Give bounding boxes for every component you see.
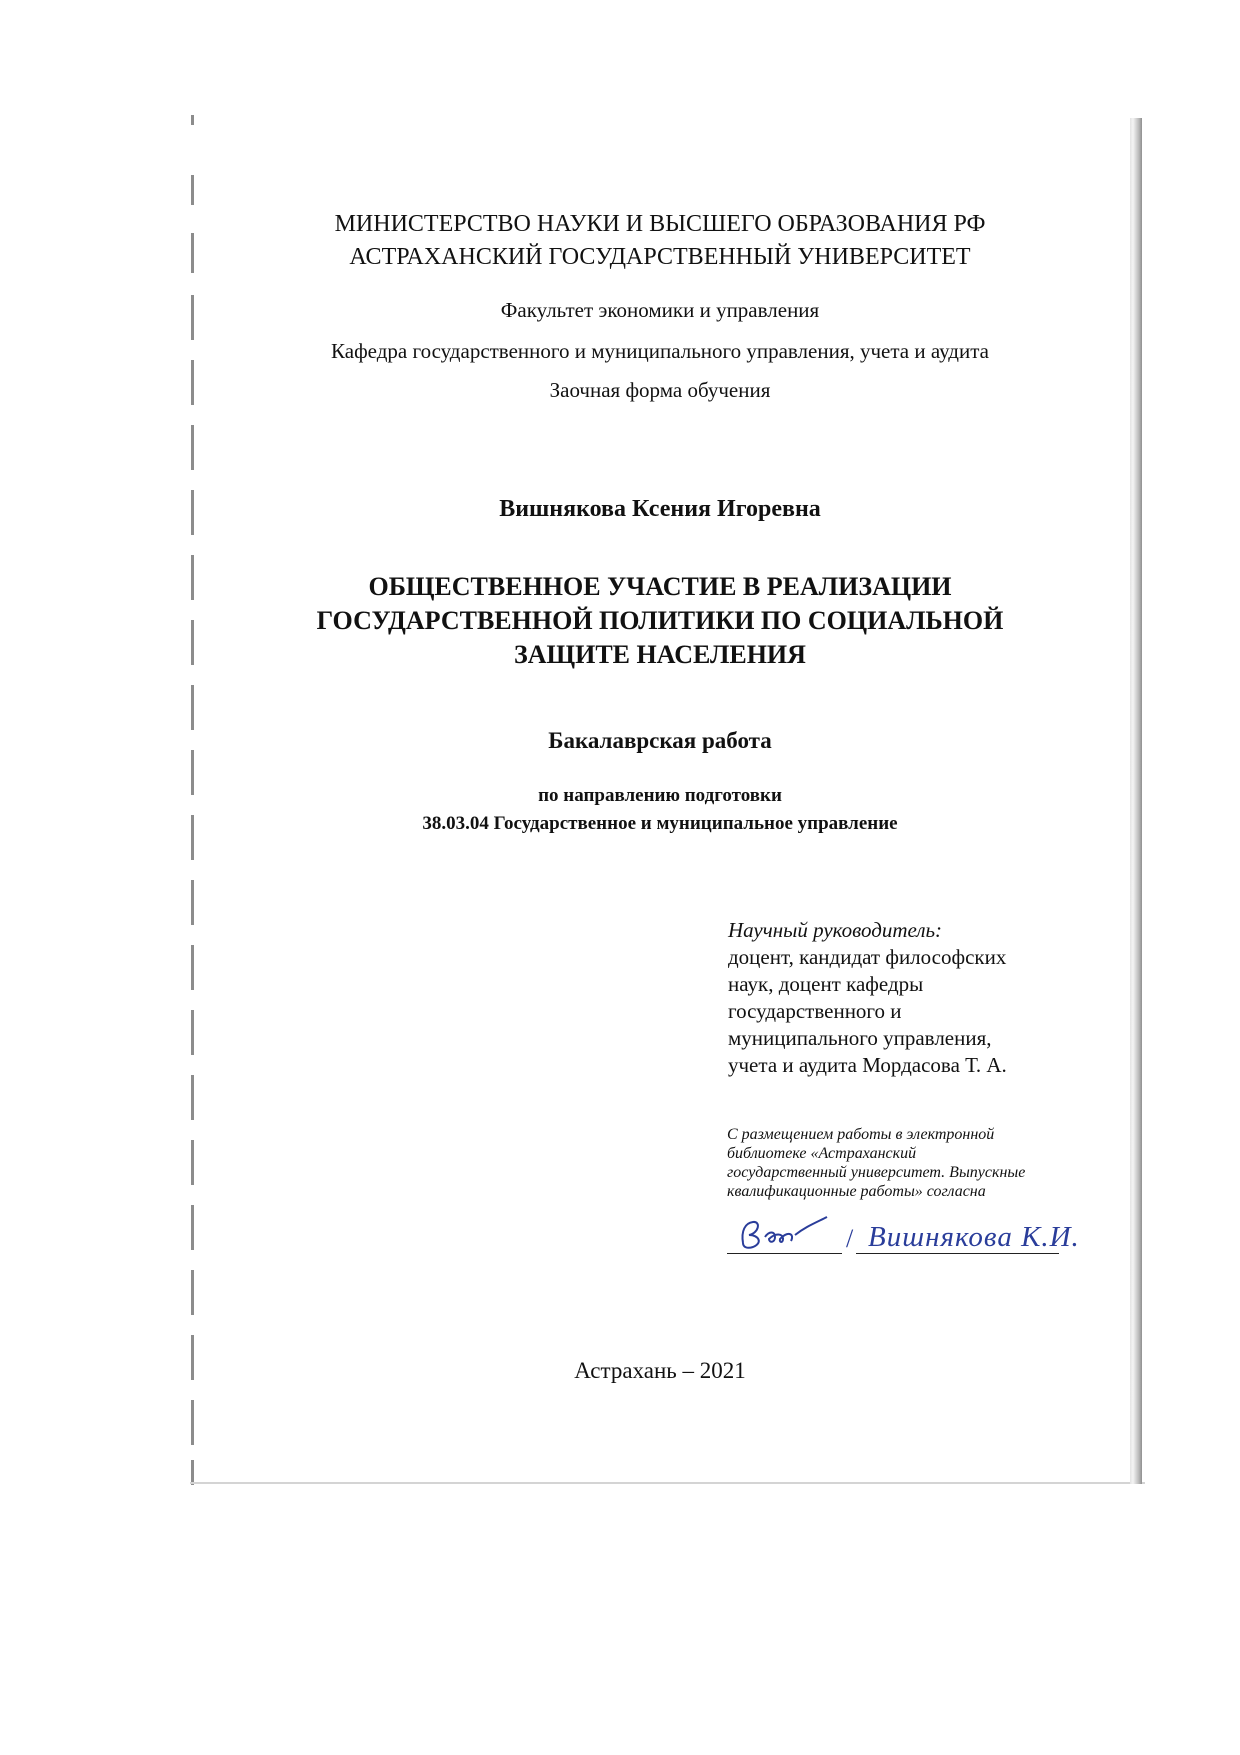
binding-hole bbox=[191, 1270, 194, 1315]
supervisor-line: государственного и bbox=[728, 999, 902, 1023]
publication-consent bbox=[727, 1125, 1025, 1201]
binding-hole bbox=[191, 685, 194, 730]
consent-line: квалификационные работы» согласна bbox=[727, 1183, 986, 1200]
supervisor-line: муниципального управления, bbox=[728, 1026, 992, 1050]
binding-hole bbox=[191, 1400, 194, 1445]
city-year: Астрахань – 2021 bbox=[574, 1358, 746, 1383]
binding-hole bbox=[191, 1140, 194, 1185]
page-right-shadow bbox=[1130, 118, 1142, 1484]
binding-hole bbox=[191, 175, 194, 205]
page-bottom-edge bbox=[190, 1482, 1145, 1484]
binding-hole bbox=[191, 1205, 194, 1250]
department-name: Кафедра государственного и муниципального управления, учета и аудита bbox=[331, 339, 989, 363]
binding-hole bbox=[191, 880, 194, 925]
supervisor-line: доцент, кандидат философских bbox=[728, 945, 1007, 969]
binding-hole bbox=[191, 1010, 194, 1055]
consent-line: библиотеке «Астраханский bbox=[727, 1145, 917, 1162]
binding-hole bbox=[191, 425, 194, 470]
signature-name: Вишнякова К.И. bbox=[868, 1221, 1080, 1253]
binding-hole bbox=[191, 1075, 194, 1120]
consent-line: С размещением работы в электронной bbox=[727, 1126, 995, 1143]
thesis-title-line: ОБЩЕСТВЕННОЕ УЧАСТИЕ В РЕАЛИЗАЦИИ bbox=[368, 572, 952, 601]
direction-program: 38.03.04 Государственное и муниципальное управление bbox=[422, 813, 898, 834]
supervisor-line: учета и аудита Мордасова Т. А. bbox=[728, 1053, 1007, 1077]
ministry-name: МИНИСТЕРСТВО НАУКИ И ВЫСШЕГО ОБРАЗОВАНИЯ РФ bbox=[334, 211, 986, 237]
work-type: Бакалаврская работа bbox=[548, 728, 772, 753]
author-name: Вишнякова Ксения Игоревна bbox=[499, 496, 821, 522]
binding-hole bbox=[191, 945, 194, 990]
thesis-title-line: ГОСУДАРСТВЕННОЙ ПОЛИТИКИ ПО СОЦИАЛЬНОЙ bbox=[316, 606, 1004, 635]
thesis-title bbox=[190, 570, 1130, 672]
signature-separator: / bbox=[846, 1224, 854, 1253]
supervisor-label: Научный руководитель: bbox=[728, 918, 943, 942]
institution-header bbox=[190, 208, 1130, 274]
thesis-title-line: ЗАЩИТЕ НАСЕЛЕНИЯ bbox=[514, 640, 806, 669]
faculty-name: Факультет экономики и управления bbox=[500, 298, 820, 322]
supervisor-block bbox=[728, 917, 1007, 1079]
consent-line: государственный университет. Выпускные bbox=[727, 1164, 1026, 1181]
signature-underline bbox=[727, 1253, 842, 1254]
handwritten-signature bbox=[735, 1213, 830, 1255]
study-form: Заочная форма обучения bbox=[549, 378, 771, 402]
study-direction bbox=[190, 782, 1130, 838]
supervisor-line: наук, доцент кафедры bbox=[728, 972, 924, 996]
university-name: АСТРАХАНСКИЙ ГОСУДАРСТВЕННЫЙ УНИВЕРСИТЕТ bbox=[349, 244, 971, 270]
binding-hole bbox=[191, 115, 194, 125]
name-underline bbox=[856, 1253, 1059, 1254]
direction-label: по направлению подготовки bbox=[538, 785, 782, 806]
